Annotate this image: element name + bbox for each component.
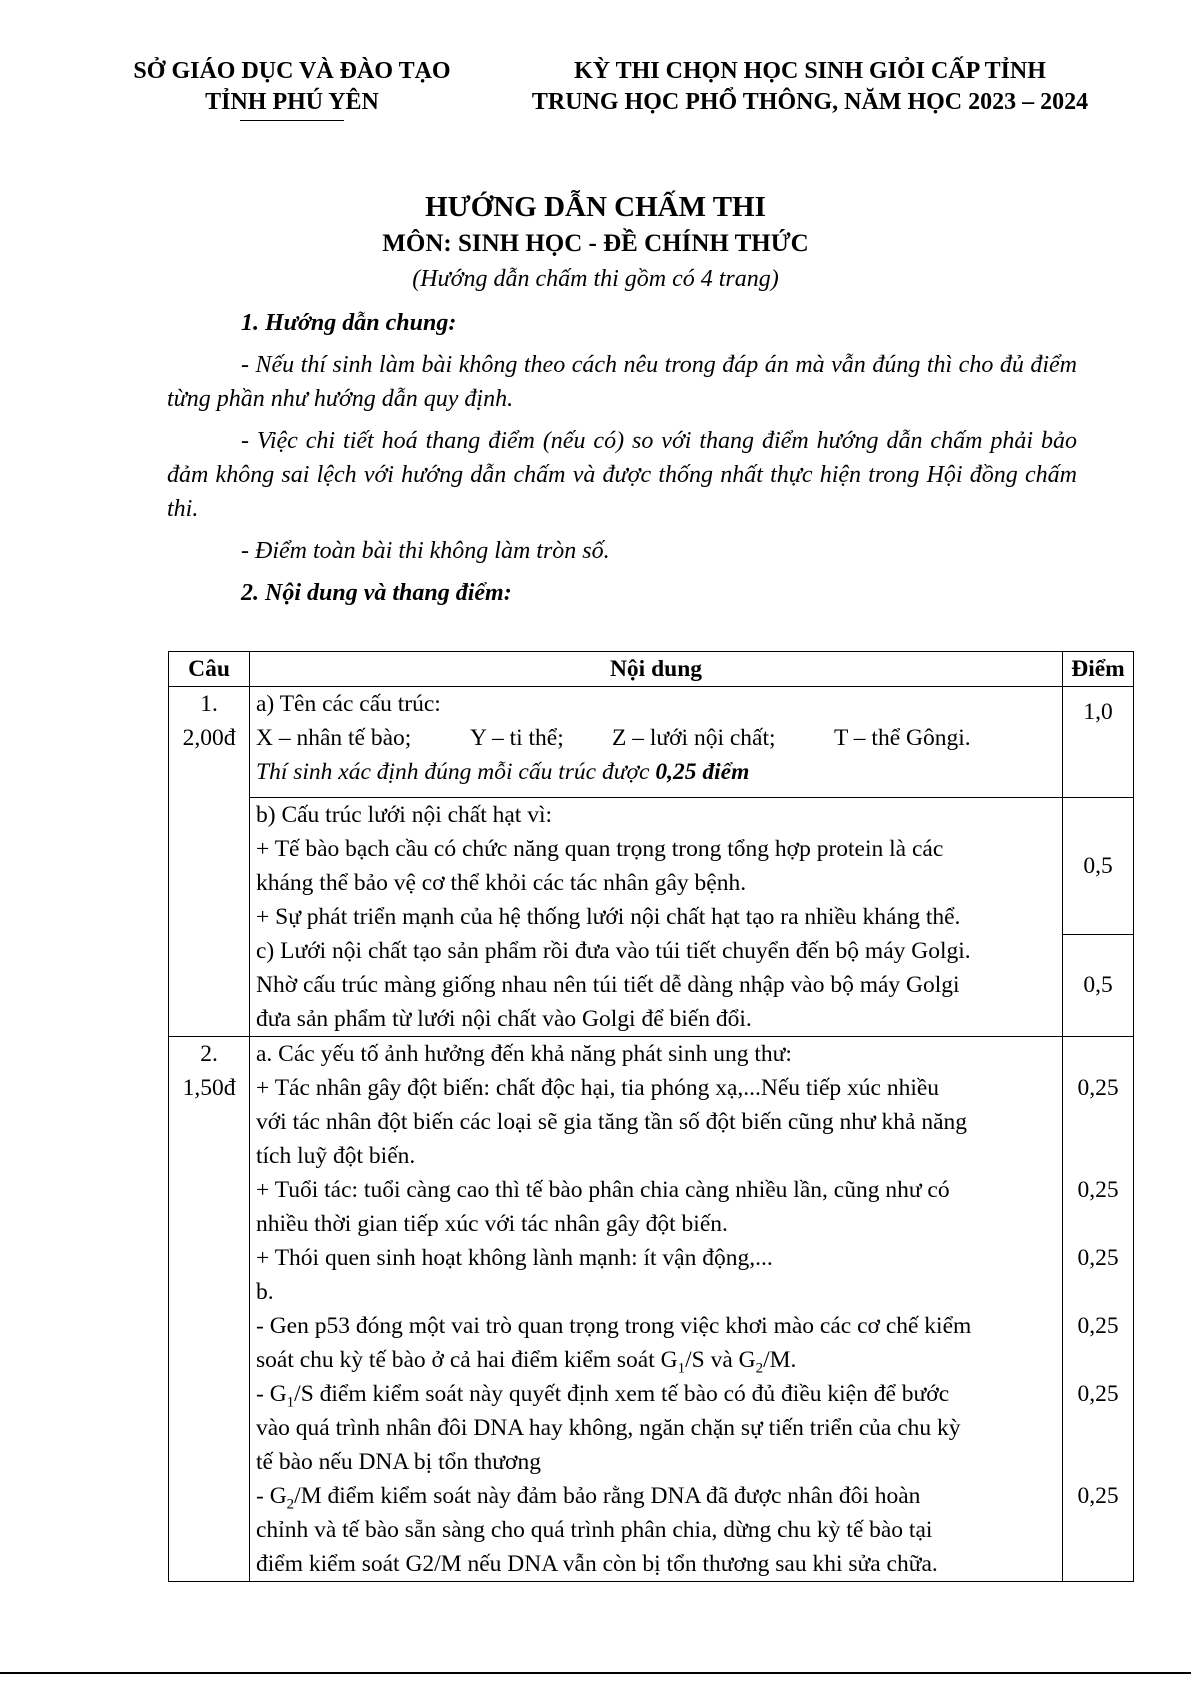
subscript-2: 2 xyxy=(755,1360,764,1377)
table-header-row xyxy=(169,652,1134,687)
q2-part-a1 xyxy=(250,1037,1063,1174)
q1-b-line-1: + Tế bào bạch cầu có chức năng quan trọng trong tổng hợp protein là các xyxy=(256,836,944,862)
q2-b3-line-2: chỉnh và tế bào sẵn sàng cho quá trình phân chia, dừng chu kỳ tế bào tại xyxy=(256,1517,933,1543)
q2-b2-line-1-start: - G xyxy=(256,1381,287,1407)
q2-a-title: a. Các yếu tố ảnh hưởng đến khả năng phát sinh ung thư: xyxy=(256,1041,792,1067)
q1-structure-z: Z – lưới nội chất; xyxy=(612,725,776,751)
table-row xyxy=(169,1309,1134,1377)
q2-b2-line-3: tế bào nếu DNA bị tổn thương xyxy=(256,1449,541,1475)
guidance-paragraph-2: - Việc chi tiết hoá thang điểm (nếu có) so với thang điểm hướng dẫn chấm phải bảo đảm không sai lệch với hướng dẫn chấm và được thống nhất thực hiện trong Hội đồng chấm thi. xyxy=(167,428,1077,522)
subscript-1: 1 xyxy=(286,1394,295,1411)
header-cau: Câu xyxy=(169,652,250,687)
q1-b-line-3: + Sự phát triển mạnh của hệ thống lưới nội chất hạt tạo ra nhiều kháng thể. xyxy=(256,904,961,930)
question-1-cell xyxy=(169,687,250,1037)
q2-a2-line-2: nhiều thời gian tiếp xúc với tác nhân gây đột biến. xyxy=(256,1211,728,1237)
q1-b-line-2: kháng thể bảo vệ cơ thể khỏi các tác nhân gây bệnh. xyxy=(256,870,747,896)
q1-a-note-points: 0,25 điểm xyxy=(655,759,750,785)
table-row xyxy=(169,1173,1134,1241)
q1-part-a xyxy=(250,687,1063,798)
subscript-2: 2 xyxy=(286,1496,295,1513)
document-title: HƯỚNG DẪN CHẤM THI xyxy=(425,191,766,223)
document-title-block xyxy=(0,188,1191,296)
table-row xyxy=(169,798,1134,935)
issuer-underline xyxy=(240,120,344,121)
scoring-table xyxy=(168,651,1134,1582)
q1-structure-t: T – thể Gôngi. xyxy=(834,725,971,751)
q2-b1-line-2-text: soát chu kỳ tế bào ở cả hai điểm kiểm soát G xyxy=(256,1347,678,1373)
q2-a3-score-cell xyxy=(1063,1241,1134,1309)
exam-name: KỲ THI CHỌN HỌC SINH GIỎI CẤP TỈNH xyxy=(574,58,1046,84)
exam-level-year: TRUNG HỌC PHỔ THÔNG, NĂM HỌC 2023 – 2024 xyxy=(531,89,1089,115)
question-2-total: 1,50đ xyxy=(182,1075,236,1101)
subject-line: MÔN: SINH HỌC - ĐỀ CHÍNH THỨC xyxy=(382,230,809,257)
page-count-note: (Hướng dẫn chấm thi gồm có 4 trang) xyxy=(412,266,779,292)
q2-b1-line-2-end: /M. xyxy=(763,1347,797,1373)
q2-b3-line-3: điểm kiểm soát G2/M nếu DNA vẫn còn bị tổn thương sau khi sửa chữa. xyxy=(256,1551,938,1577)
q1-c-score: 0,5 xyxy=(1083,972,1113,999)
question-2-number: 2. xyxy=(200,1041,218,1067)
q2-b2-score-cell xyxy=(1063,1377,1134,1479)
q1-a-score-cell xyxy=(1063,687,1134,798)
q2-a2-score: 0,25 xyxy=(1077,1177,1119,1203)
q1-c-score-cell xyxy=(1063,934,1134,1037)
q2-b2-line-1-text: /S điểm kiểm soát này quyết định xem tế bào có đủ điều kiện để bước xyxy=(294,1381,950,1407)
q2-b3-line-1-start: - G xyxy=(256,1483,287,1509)
issuer-block xyxy=(112,56,472,121)
q2-part-b3 xyxy=(250,1479,1063,1582)
table-row xyxy=(169,1241,1134,1309)
q1-a-note xyxy=(256,755,1056,789)
question-1-number: 1. xyxy=(200,691,218,717)
q2-a1-score-cell xyxy=(1063,1037,1134,1174)
q1-a-note-text: Thí sinh xác định đúng mỗi cấu trúc được xyxy=(256,759,656,785)
q1-part-c xyxy=(250,934,1063,1037)
q2-b1-line-2-mid: /S và G xyxy=(685,1347,756,1373)
q1-c-line-2: Nhờ cấu trúc màng giống nhau nên túi tiết dễ dàng nhập vào bộ máy Golgi xyxy=(256,972,960,998)
exam-block xyxy=(490,56,1130,118)
q2-b2-line-1 xyxy=(256,1377,1056,1411)
q1-b-title: b) Cấu trúc lưới nội chất hạt vì: xyxy=(256,802,552,828)
q1-c-line-3: đưa sản phẩm từ lưới nội chất vào Golgi để biến đổi. xyxy=(256,1006,752,1032)
q2-b-title: b. xyxy=(256,1279,274,1305)
q2-b1-score-cell xyxy=(1063,1309,1134,1377)
q2-a1-score: 0,25 xyxy=(1077,1075,1119,1101)
q2-b2-score: 0,25 xyxy=(1077,1381,1119,1407)
q2-a3-line: + Thói quen sinh hoạt không lành mạnh: ít vận động,... xyxy=(256,1245,773,1271)
q2-b2-line-2: vào quá trình nhân đôi DNA hay không, ngăn chặn sự tiến triển của chu kỳ xyxy=(256,1415,961,1441)
question-1-total: 2,00đ xyxy=(182,725,236,751)
page-bottom-divider xyxy=(0,1672,1191,1674)
question-2-cell xyxy=(169,1037,250,1582)
q2-b1-line-1: - Gen p53 đóng một vai trò quan trọng trong việc khơi mào các cơ chế kiểm xyxy=(256,1313,972,1339)
q2-a3-score: 0,25 xyxy=(1077,1245,1119,1271)
table-row xyxy=(169,934,1134,1037)
table-row xyxy=(169,1479,1134,1582)
q1-a-title: a) Tên các cấu trúc: xyxy=(256,691,441,717)
q1-c-line-1: c) Lưới nội chất tạo sản phẩm rồi đưa vào túi tiết chuyển đến bộ máy Golgi. xyxy=(256,938,971,964)
guidance-paragraph-1: - Nếu thí sinh làm bài không theo cách nêu trong đáp án mà vẫn đúng thì cho đủ điểm từng phần như hướng dẫn quy định. xyxy=(167,352,1077,412)
q2-b3-score: 0,25 xyxy=(1077,1483,1119,1509)
section-heading-content: 2. Nội dung và thang điểm: xyxy=(241,580,512,606)
q2-b1-line-2 xyxy=(256,1343,1056,1377)
q2-a1-line-1: + Tác nhân gây đột biến: chất độc hại, tia phóng xạ,...Nếu tiếp xúc nhiều xyxy=(256,1075,940,1101)
q2-part-a2 xyxy=(250,1173,1063,1241)
table-row xyxy=(169,1037,1134,1174)
q1-b-score: 0,5 xyxy=(1083,852,1113,879)
q2-a2-score-cell xyxy=(1063,1173,1134,1241)
q2-part-b2 xyxy=(250,1377,1063,1479)
issuer-province: TỈNH PHÚ YÊN xyxy=(205,89,379,115)
header-noidung: Nội dung xyxy=(250,652,1063,687)
issuer-department: SỞ GIÁO DỤC VÀ ĐÀO TẠO xyxy=(133,58,451,84)
q1-structure-y: Y – ti thể; xyxy=(470,725,564,751)
general-guidance xyxy=(167,306,1077,610)
q2-b3-line-1 xyxy=(256,1479,1056,1513)
q2-a1-line-2: với tác nhân đột biến các loại sẽ gia tăng tần số đột biến cũng như khả năng xyxy=(256,1109,968,1135)
q1-a-structures xyxy=(256,721,1056,755)
q2-b3-score-cell xyxy=(1063,1479,1134,1582)
q2-b1-score: 0,25 xyxy=(1077,1313,1119,1339)
q2-part-b1 xyxy=(250,1309,1063,1377)
q2-a1-line-3: tích luỹ đột biến. xyxy=(256,1143,416,1169)
q1-part-b xyxy=(250,798,1063,935)
q2-a2-line-1: + Tuổi tác: tuổi càng cao thì tế bào phân chia càng nhiều lần, cũng như có xyxy=(256,1177,950,1203)
q1-b-score-cell xyxy=(1063,798,1134,935)
table-row xyxy=(169,1377,1134,1479)
section-heading-general: 1. Hướng dẫn chung: xyxy=(241,310,457,336)
table-row xyxy=(169,687,1134,798)
header-diem: Điểm xyxy=(1063,652,1134,687)
q1-structure-x: X – nhân tế bào; xyxy=(256,725,412,751)
guidance-paragraph-3: - Điểm toàn bài thi không làm tròn số. xyxy=(241,538,610,564)
subscript-1: 1 xyxy=(677,1360,686,1377)
q2-b3-line-1-text: /M điểm kiểm soát này đảm bảo rằng DNA đã được nhân đôi hoàn xyxy=(294,1483,921,1509)
q2-part-a3 xyxy=(250,1241,1063,1309)
q1-a-score: 1,0 xyxy=(1083,699,1113,725)
